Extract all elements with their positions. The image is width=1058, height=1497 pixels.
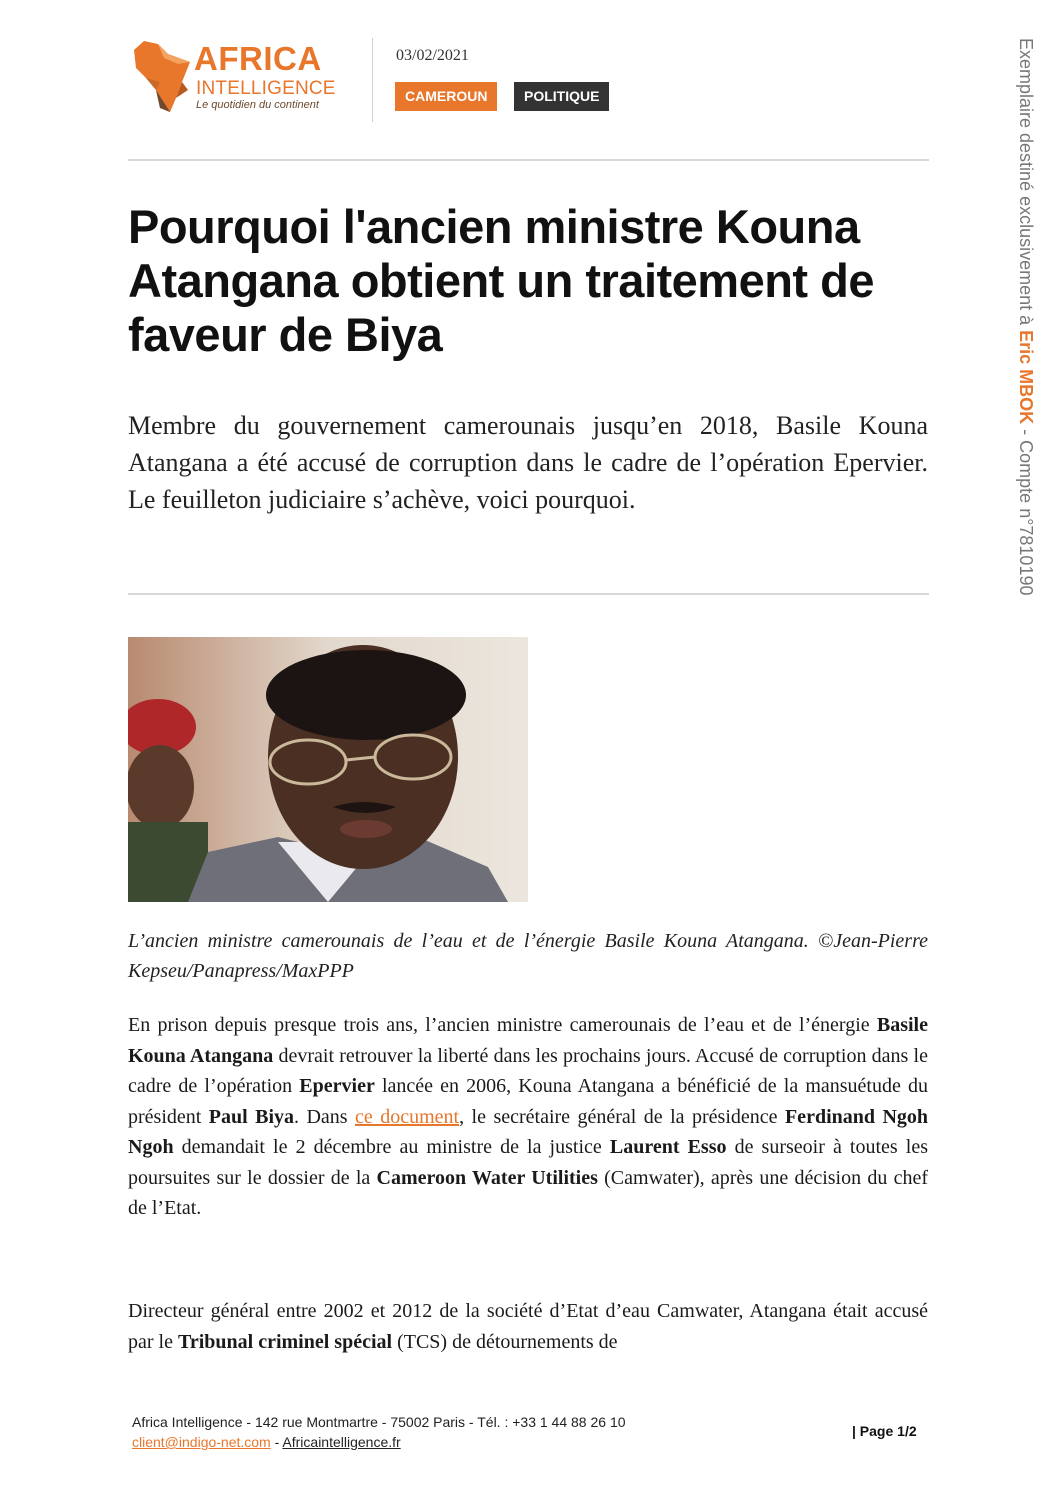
header-divider	[372, 38, 373, 122]
logo-wordmark-intelligence: INTELLIGENCE	[196, 78, 336, 99]
document-link[interactable]: ce document	[355, 1105, 460, 1128]
footer-address: Africa Intelligence - 142 rue Montmartre - 75002 Paris - Tél. : +33 1 44 88 26 10	[132, 1414, 626, 1430]
name-tribunal-criminel-special: Tribunal criminel spécial	[177, 1330, 393, 1353]
footer-email-link[interactable]: client@indigo-net.com	[132, 1434, 271, 1450]
recipient-notice: Exemplaire destiné exclusivement à Eric MBOK - Compte n°7810190	[1016, 38, 1036, 596]
name-epervier: Epervier	[299, 1075, 375, 1097]
name-basile-kouna-atangana: Basile Kouna Atangana	[128, 1014, 928, 1067]
chapo-rule	[128, 593, 929, 595]
logo-tagline: Le quotidien du continent	[196, 99, 319, 111]
footer-site-link[interactable]: Africaintelligence.fr	[282, 1434, 401, 1450]
name-cameroon-water-utilities: Cameroon Water Utilities	[376, 1166, 598, 1189]
header-rule	[128, 159, 929, 161]
page-number: | Page 1/2	[852, 1423, 917, 1439]
name-ferdinand-ngoh-ngoh: Ferdinand Ngoh Ngoh	[128, 1105, 929, 1158]
photo-caption: L’ancien ministre camerounais de l’eau et de l’énergie Basile Kouna Atangana. ©Jean-Pierre Kepseu/Panapress/MaxPPP	[128, 930, 928, 982]
footer: Africa Intelligence - 142 rue Montmartre - 75002 Paris - Tél. : +33 1 44 88 26 10 client@indigo-net.com - Africaintelligence.fr	[132, 1414, 626, 1450]
article-title: Pourquoi l'ancien ministre Kouna Atangana obtient un traitement de faveur de Biya	[128, 200, 874, 361]
tag-cameroun[interactable]: CAMEROUN	[395, 82, 497, 111]
logo-wordmark-africa: AFRICA	[194, 40, 322, 77]
article-photo	[128, 637, 528, 902]
paragraph-2: Directeur général entre 2002 et 2012 de la société d’Etat d’eau Camwater, Atangana était accusé par le Tribunal criminel spécial (TCS) de détournements de	[128, 1300, 928, 1353]
name-paul-biya: Paul Biya	[208, 1105, 295, 1128]
paragraph-1: En prison depuis presque trois ans, l’ancien ministre camerounais de l’eau et de l’énergie Basile Kouna Atangana devrait retrouver la liberté dans les prochains jours. Accusé de corruption dans le cadre de l’opération Epervier lancée en 2006, Kouna Atangana a bénéficié de la mansuétude du président Paul Biya. Dans ce document, le secrétaire général de la présidence Ferdinand Ngoh Ngoh demandait le 2 décembre au ministre de la justice Laurent Esso de surseoir à toutes les poursuites sur le dossier de la Cameroon Water Utilities (Camwater), après une décision du chef de l’Etat.	[128, 1014, 929, 1219]
article-chapo: Membre du gouvernement camerounais jusqu’en 2018, Basile Kouna Atangana a été accusé de corruption dans le cadre de l’opération Epervier. Le feuilleton judiciaire s’achève, voici pourquoi.	[128, 411, 928, 514]
name-laurent-esso: Laurent Esso	[609, 1136, 727, 1158]
article-date: 03/02/2021	[396, 47, 469, 64]
recipient-name: Eric MBOK	[1016, 330, 1036, 425]
tag-politique[interactable]: POLITIQUE	[514, 82, 609, 111]
